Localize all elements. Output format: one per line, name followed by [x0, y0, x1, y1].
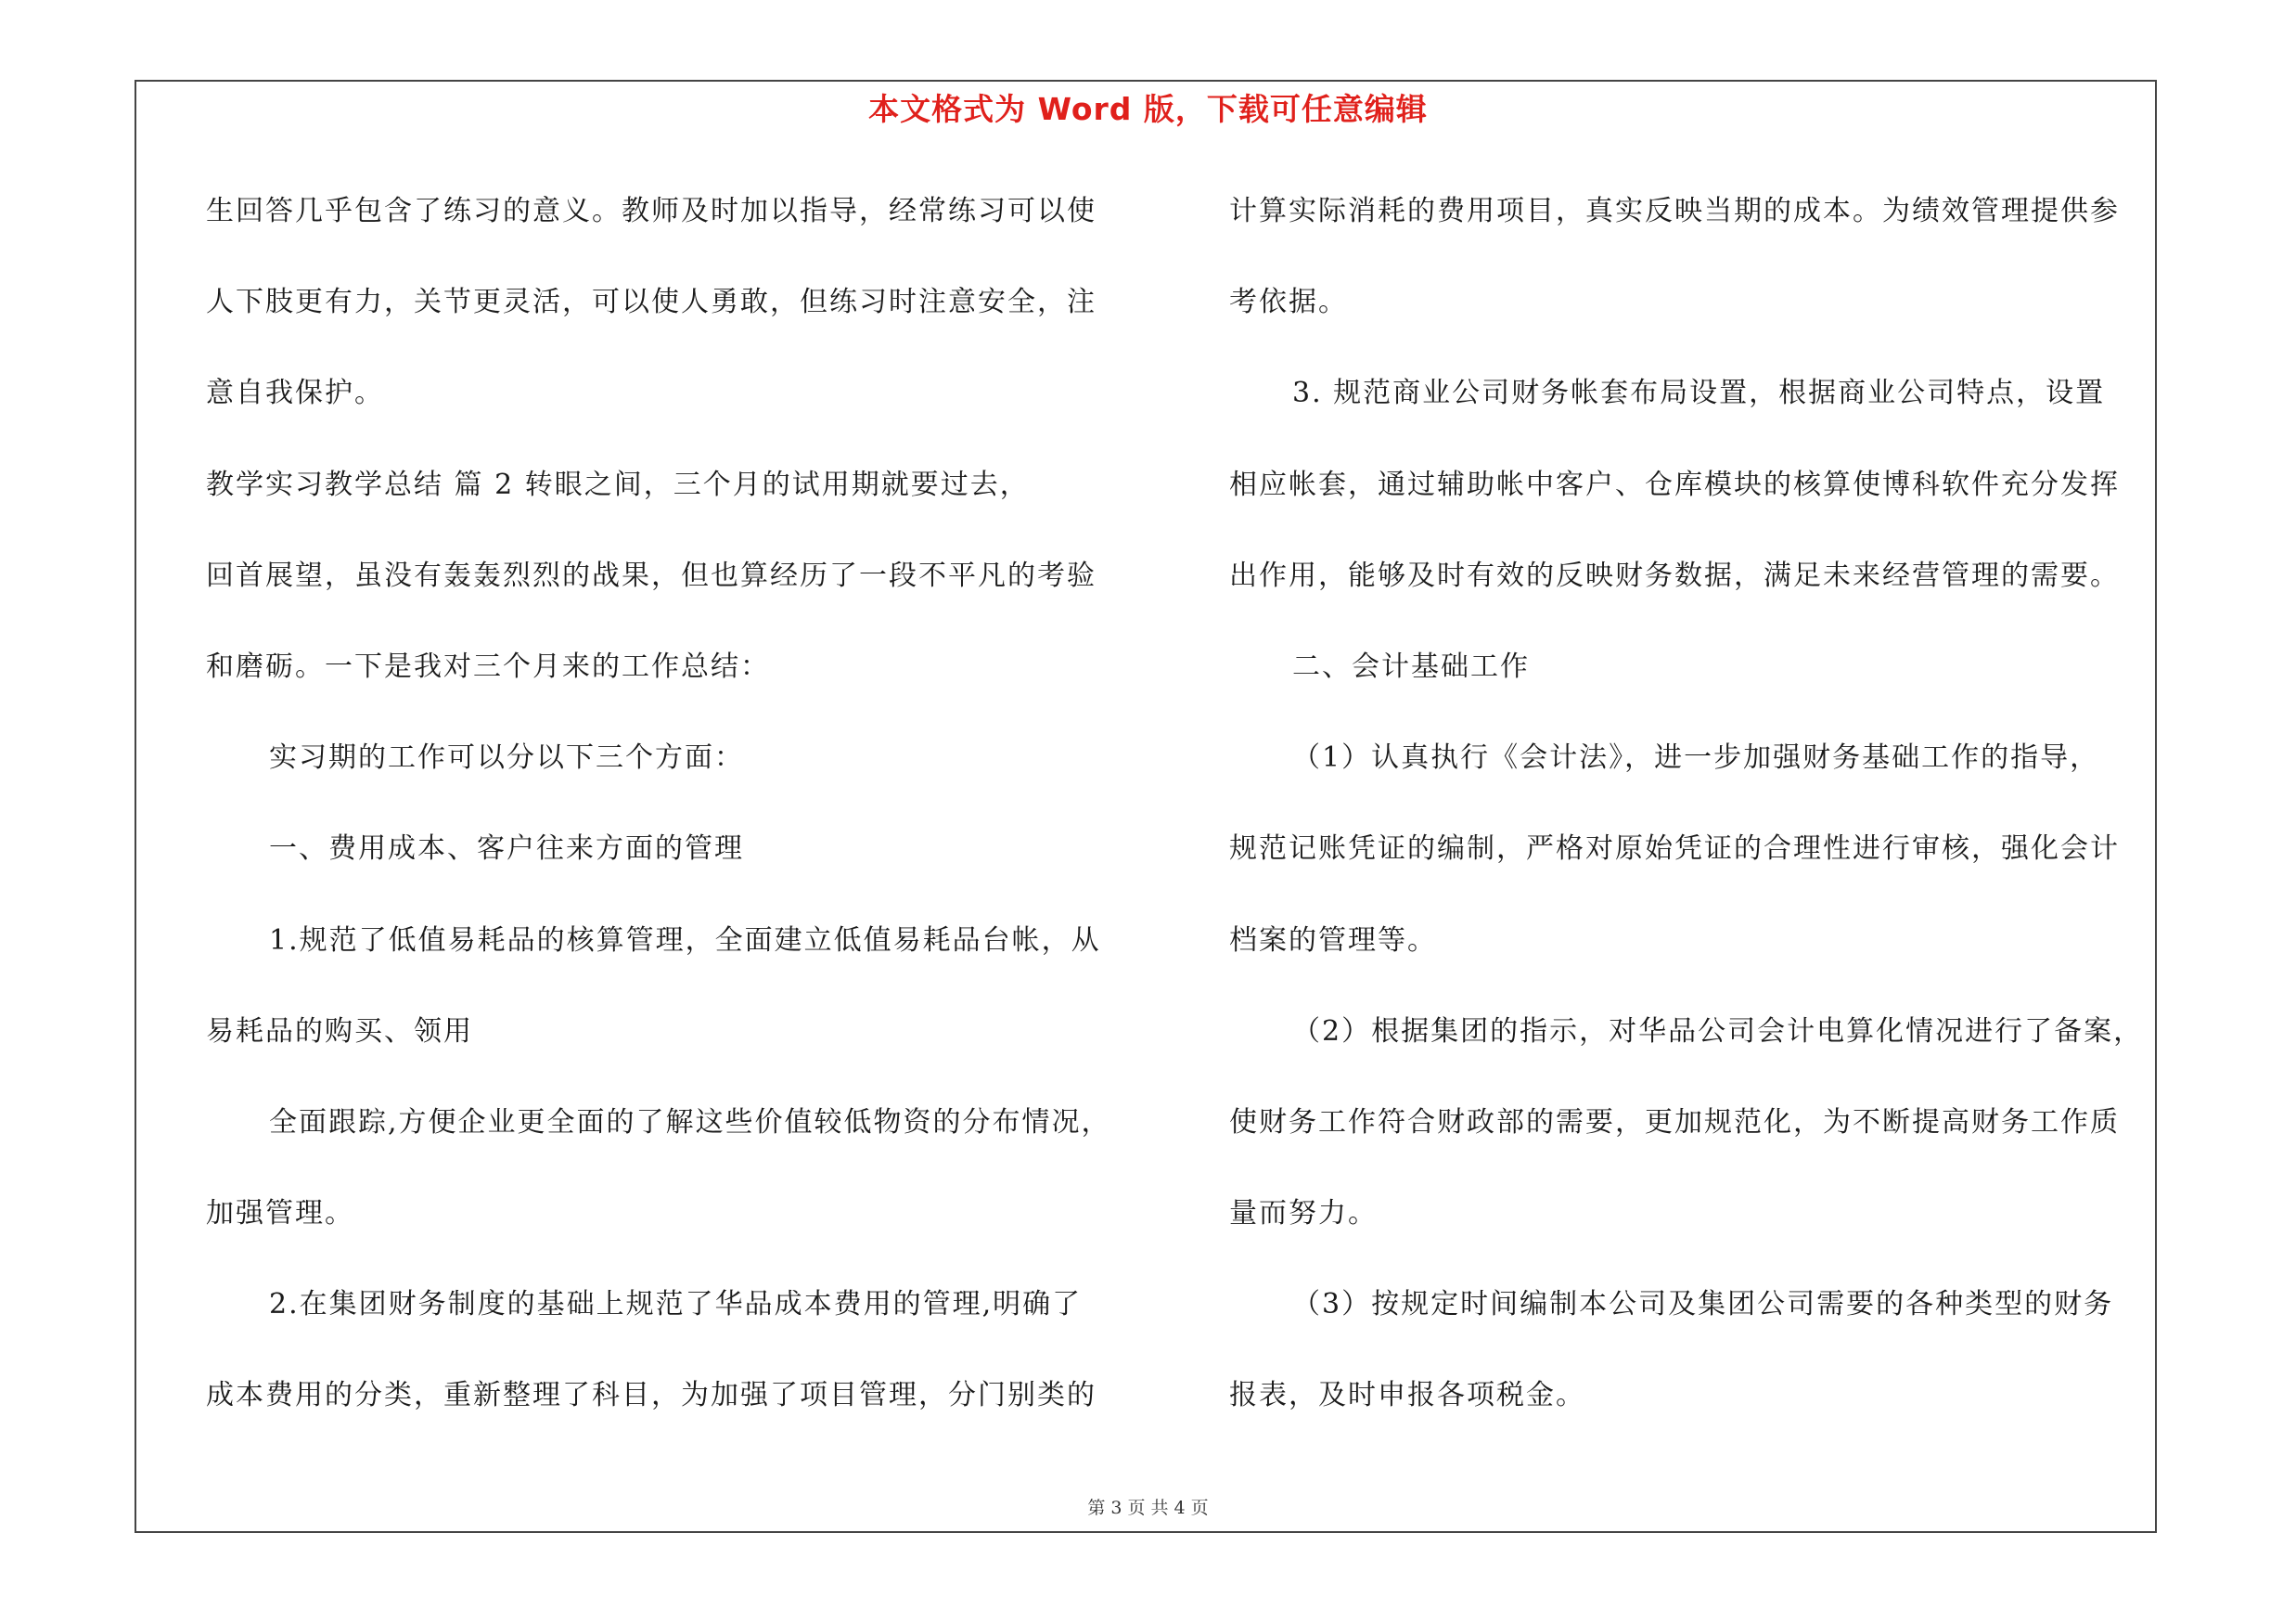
page-number-footer: 第 3 页 共 4 页	[1087, 1498, 1209, 1518]
right-column-line: 出作用，能够及时有效的反映财务数据，满足未来经营管理的需要。	[1229, 559, 2120, 592]
right-column-line: 量而努力。	[1229, 1197, 1378, 1230]
left-column-line: 人下肢更有力，关节更灵活，可以使人勇敢，但练习时注意安全，注	[206, 286, 1097, 319]
right-column-line: 规范记账凭证的编制，严格对原始凭证的合理性进行审核，强化会计	[1229, 832, 2120, 866]
right-column-line: 档案的管理等。	[1229, 923, 1437, 957]
right-column-line: 考依据。	[1229, 286, 1348, 319]
right-column-line: 3. 规范商业公司财务帐套布局设置，根据商业公司特点，设置	[1292, 377, 2106, 410]
left-column-line: 1.规范了低值易耗品的核算管理，全面建立低值易耗品台帐，从	[269, 923, 1101, 957]
left-column-line: 实习期的工作可以分以下三个方面：	[269, 741, 744, 775]
left-column-line: 一、费用成本、客户往来方面的管理	[269, 832, 744, 866]
right-column-line: （1）认真执行《会计法》，进一步加强财务基础工作的指导，	[1292, 741, 2100, 775]
right-column-line: （2）根据集团的指示，对华品公司会计电算化情况进行了备案，	[1292, 1014, 2144, 1048]
left-column-line: 教学实习教学总结 篇 2 转眼之间，三个月的试用期就要过去，	[206, 468, 1030, 501]
right-column-line: 报表，及时申报各项税金。	[1229, 1379, 1585, 1412]
left-column-line: 和磨砺。一下是我对三个月来的工作总结：	[206, 650, 770, 683]
left-column-line: 加强管理。	[206, 1197, 354, 1230]
right-column-line: 二、会计基础工作	[1292, 650, 1530, 683]
left-column-line: 2.在集团财务制度的基础上规范了华品成本费用的管理,明确了	[269, 1288, 1083, 1321]
left-column-line: 成本费用的分类，重新整理了科目，为加强了项目管理，分门别类的	[206, 1379, 1097, 1412]
left-column-line: 易耗品的购买、领用	[206, 1014, 473, 1048]
left-column-line: 回首展望，虽没有轰轰烈烈的战果，但也算经历了一段不平凡的考验	[206, 559, 1097, 592]
right-column-line: 计算实际消耗的费用项目，真实反映当期的成本。为绩效管理提供参	[1229, 195, 2120, 227]
right-column-line: （3）按规定时间编制本公司及集团公司需要的各种类型的财务	[1292, 1288, 2114, 1321]
right-column-line: 相应帐套，通过辅助帐中客户、仓库模块的核算使博科软件充分发挥	[1229, 468, 2120, 501]
left-column-line: 全面跟踪,方便企业更全面的了解这些价值较低物资的分布情况，	[269, 1105, 1111, 1139]
format-notice-banner: 本文格式为 Word 版，下载可任意编辑	[868, 91, 1428, 127]
right-text-column	[1229, 174, 2185, 1450]
left-column-line: 意自我保护。	[206, 377, 384, 410]
left-column-line: 生回答几乎包含了练习的意义。教师及时加以指导，经常练习可以使	[206, 195, 1097, 227]
left-text-column	[206, 174, 1143, 1450]
right-column-line: 使财务工作符合财政部的需要，更加规范化，为不断提高财务工作质	[1229, 1105, 2120, 1139]
